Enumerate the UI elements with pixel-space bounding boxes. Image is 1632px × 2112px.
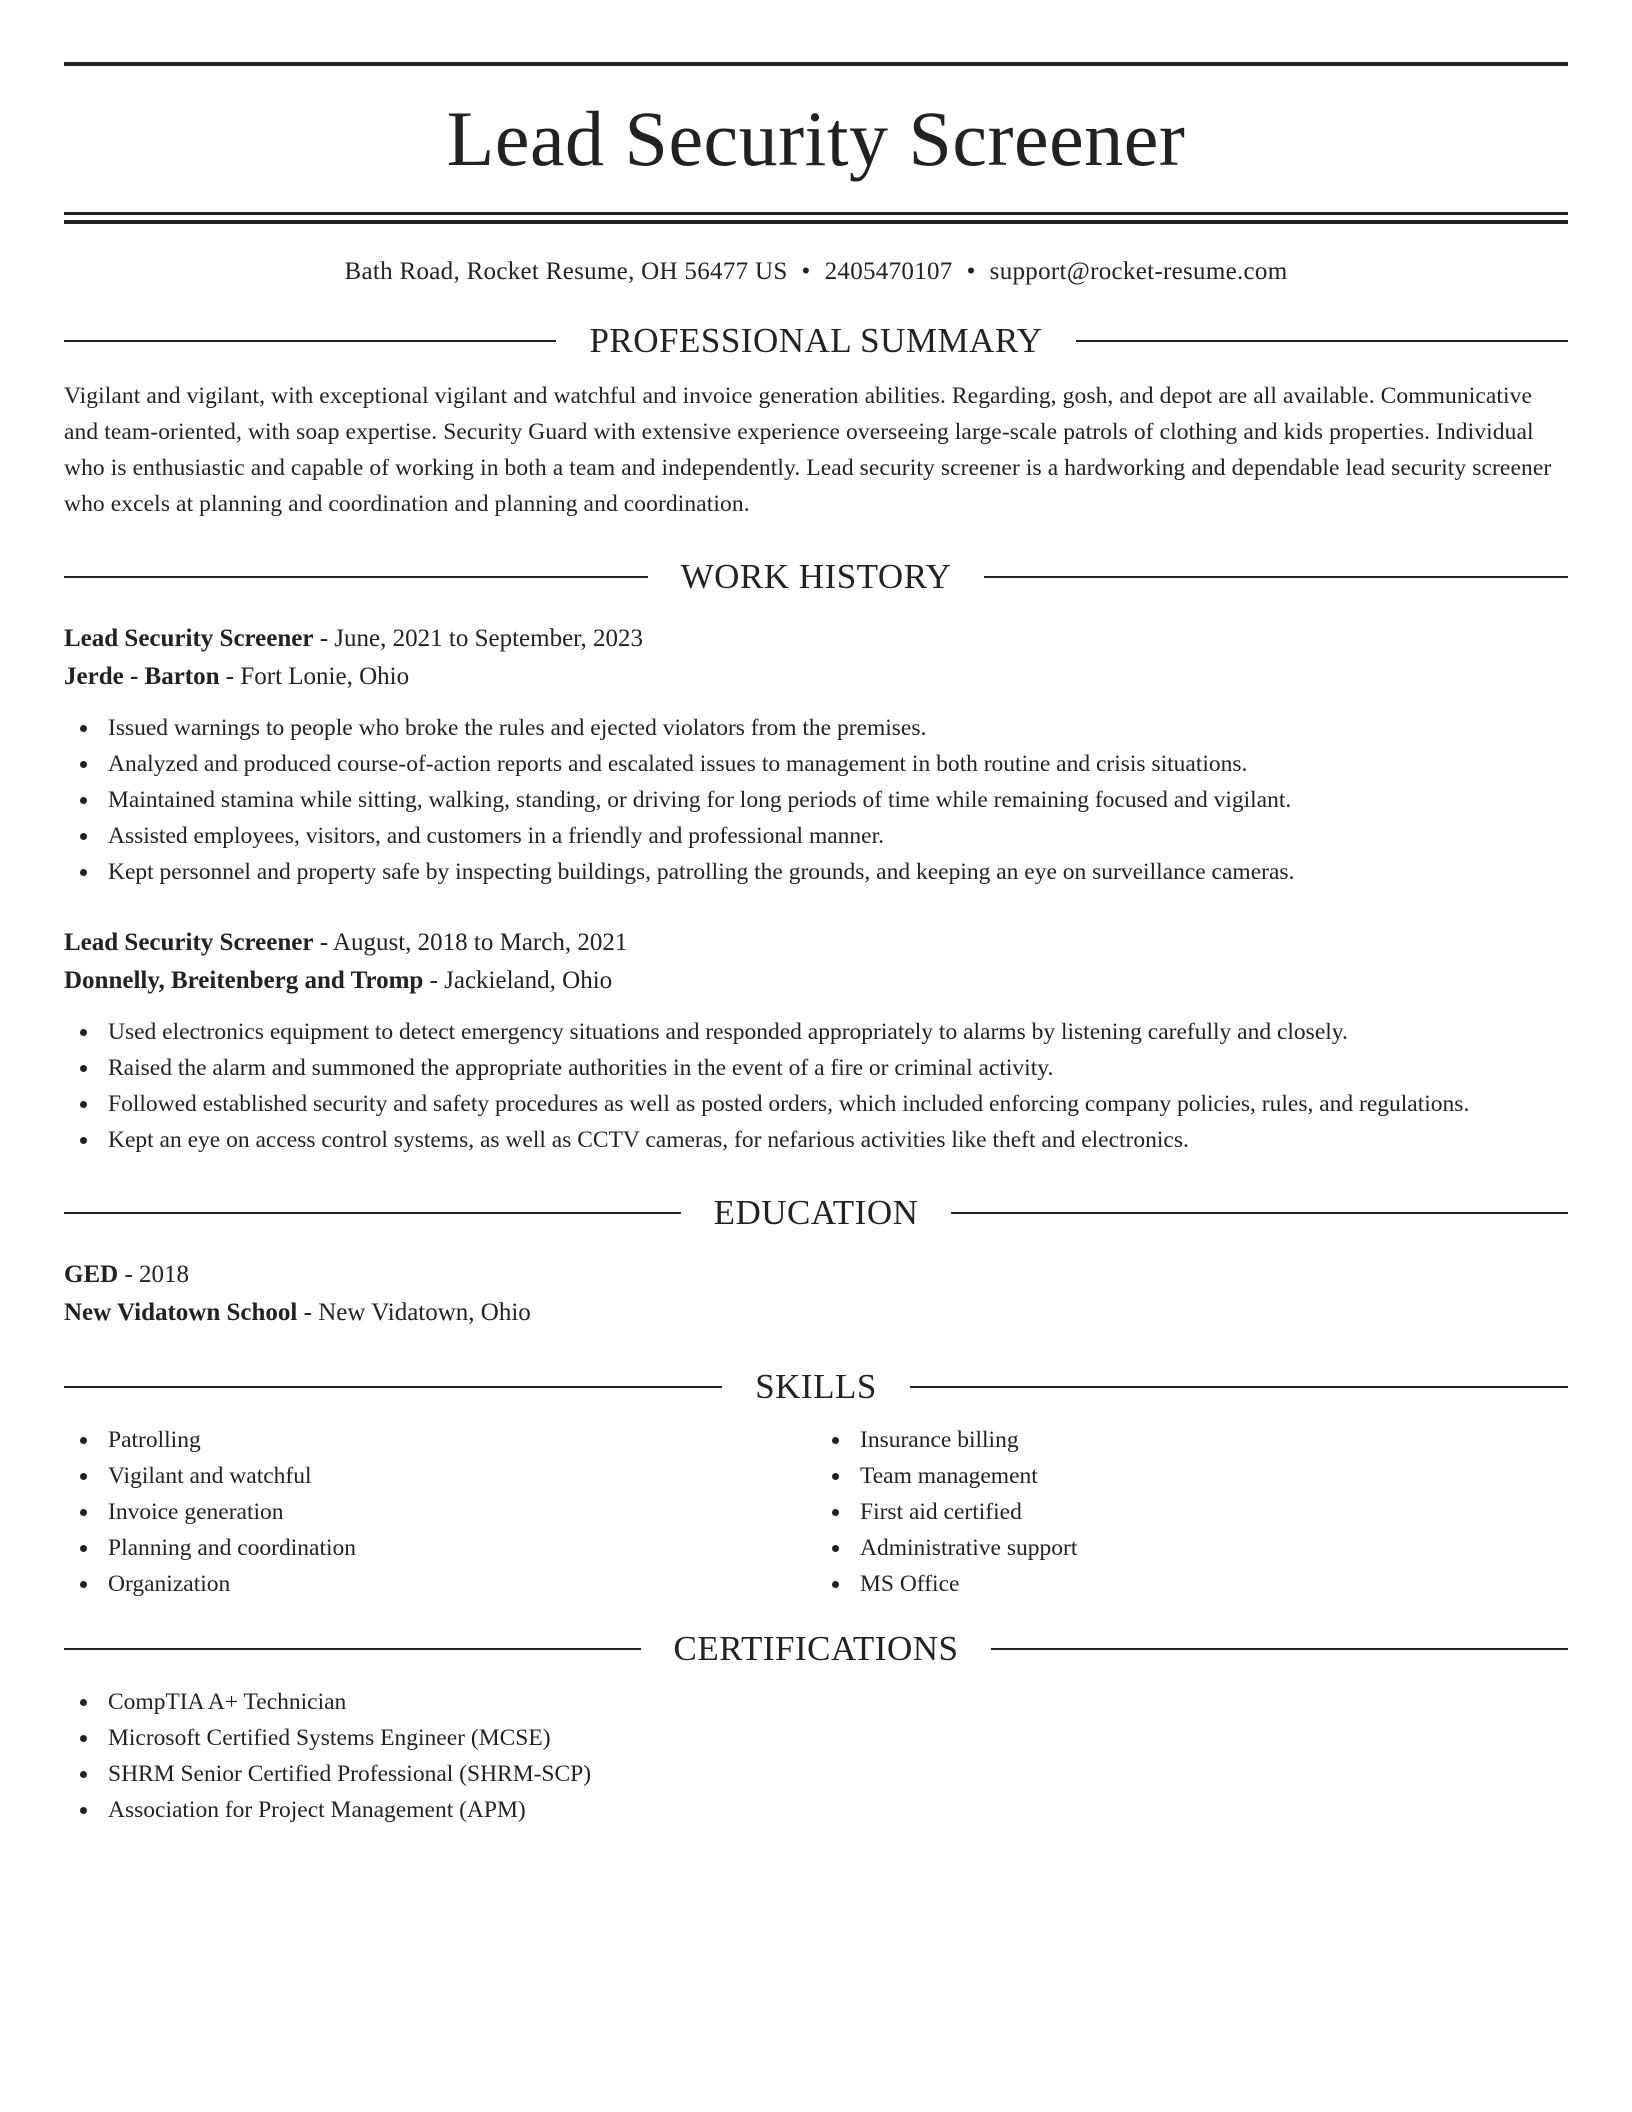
section-header-education (64, 1192, 1568, 1234)
contact-email: support@rocket-resume.com (989, 258, 1288, 285)
job-company: Jerde - Barton (64, 663, 220, 690)
education-degree-row (64, 1256, 1568, 1294)
contact-line (64, 258, 1568, 286)
job-bullets (64, 710, 1568, 890)
list-item: Used electronics equipment to detect emergency situations and responded appropriately to alarms by listening carefully and closely. (64, 1014, 1568, 1050)
skills-grid (64, 1422, 1568, 1602)
list-item: Analyzed and produced course-of-action reports and escalated issues to management in both routine and crisis situations. (64, 746, 1568, 782)
resume-title: Lead Security Screener (446, 95, 1186, 182)
list-item: First aid certified (816, 1494, 1568, 1530)
job-company: Donnelly, Breitenberg and Tromp (64, 967, 424, 994)
list-item: Kept personnel and property safe by inspecting buildings, patrolling the grounds, and keeping an eye on surveillance cameras. (64, 854, 1568, 890)
education-location: - New Vidatown, Ohio (297, 1299, 531, 1326)
list-item: Followed established security and safety procedures as well as posted orders, which included enforcing company policies, rules, and regulations. (64, 1086, 1568, 1122)
section-rule-right (984, 576, 1568, 578)
skills-column-right (816, 1422, 1568, 1602)
job-company-row (64, 962, 1568, 1000)
list-item: Microsoft Certified Systems Engineer (MCSE) (64, 1720, 1568, 1756)
section-rule-right (910, 1386, 1568, 1388)
list-item: Planning and coordination (64, 1530, 816, 1566)
section-header-skills (64, 1366, 1568, 1408)
section-rule-left (64, 1212, 681, 1214)
contact-separator: • (801, 258, 811, 285)
header-double-rule (64, 212, 1568, 224)
list-item: Maintained stamina while sitting, walking, standing, or driving for long periods of time while remaining focused and vigilant. (64, 782, 1568, 818)
list-item: Assisted employees, visitors, and customers in a friendly and professional manner. (64, 818, 1568, 854)
job-dates: - June, 2021 to September, 2023 (313, 625, 643, 652)
section-title-certifications: CERTIFICATIONS (673, 1629, 959, 1668)
list-item: Patrolling (64, 1422, 816, 1458)
job-entry (64, 924, 1568, 1158)
education-year: - 2018 (118, 1261, 190, 1288)
job-company-row (64, 658, 1568, 696)
list-item: Raised the alarm and summoned the appropriate authorities in the event of a fire or criminal activity. (64, 1050, 1568, 1086)
job-location: - Fort Lonie, Ohio (219, 663, 410, 690)
list-item: Association for Project Management (APM) (64, 1792, 1568, 1828)
section-title-skills: SKILLS (755, 1367, 877, 1406)
skills-column-left (64, 1422, 816, 1602)
header-top-rule (64, 62, 1568, 66)
summary-text: Vigilant and vigilant, with exceptional vigilant and watchful and invoice generation abilities. Regarding, gosh, and depot are all available. Communicative and team-oriented, with soap expertise. Security Guard with extensive experience overseeing large-scale patrols of clothing and kids properties. Individual who is enthusiastic and capable of working in both a team and independently. Lead security screener is a hardworking and dependable lead security screener who excels at planning and coordination and planning and coordination. (64, 383, 1552, 517)
list-item: Kept an eye on access control systems, as well as CCTV cameras, for nefarious activities like theft and electronics. (64, 1122, 1568, 1158)
contact-phone: 2405470107 (824, 258, 953, 285)
education-degree: GED (64, 1261, 119, 1288)
certifications-list (64, 1684, 1568, 1828)
section-rule-right (991, 1648, 1568, 1650)
job-title: Lead Security Screener (64, 929, 314, 956)
section-rule-left (64, 1648, 641, 1650)
education-entry (64, 1256, 1568, 1332)
section-rule-left (64, 576, 648, 578)
section-title-work: WORK HISTORY (680, 557, 952, 596)
job-location: - Jackieland, Ohio (423, 967, 613, 994)
section-rule-right (951, 1212, 1568, 1214)
job-title: Lead Security Screener (64, 625, 314, 652)
education-school: New Vidatown School (64, 1299, 298, 1326)
job-entry (64, 620, 1568, 890)
list-item: Issued warnings to people who broke the rules and ejected violators from the premises. (64, 710, 1568, 746)
list-item: CompTIA A+ Technician (64, 1684, 1568, 1720)
contact-separator: • (966, 258, 976, 285)
section-rule-left (64, 1386, 722, 1388)
section-title-summary: PROFESSIONAL SUMMARY (589, 321, 1043, 360)
list-item: Administrative support (816, 1530, 1568, 1566)
job-title-row (64, 924, 1568, 962)
job-bullets (64, 1014, 1568, 1158)
list-item: Team management (816, 1458, 1568, 1494)
job-dates: - August, 2018 to March, 2021 (313, 929, 628, 956)
education-school-row (64, 1294, 1568, 1332)
list-item: SHRM Senior Certified Professional (SHRM-SCP) (64, 1756, 1568, 1792)
section-header-certifications (64, 1628, 1568, 1670)
job-title-row (64, 620, 1568, 658)
contact-address: Bath Road, Rocket Resume, OH 56477 US (344, 258, 788, 285)
list-item: Invoice generation (64, 1494, 816, 1530)
list-item: Insurance billing (816, 1422, 1568, 1458)
section-header-summary (64, 320, 1568, 362)
section-header-work (64, 556, 1568, 598)
section-title-education: EDUCATION (713, 1193, 919, 1232)
list-item: MS Office (816, 1566, 1568, 1602)
section-rule-left (64, 340, 556, 342)
section-rule-right (1076, 340, 1568, 342)
list-item: Vigilant and watchful (64, 1458, 816, 1494)
list-item: Organization (64, 1566, 816, 1602)
